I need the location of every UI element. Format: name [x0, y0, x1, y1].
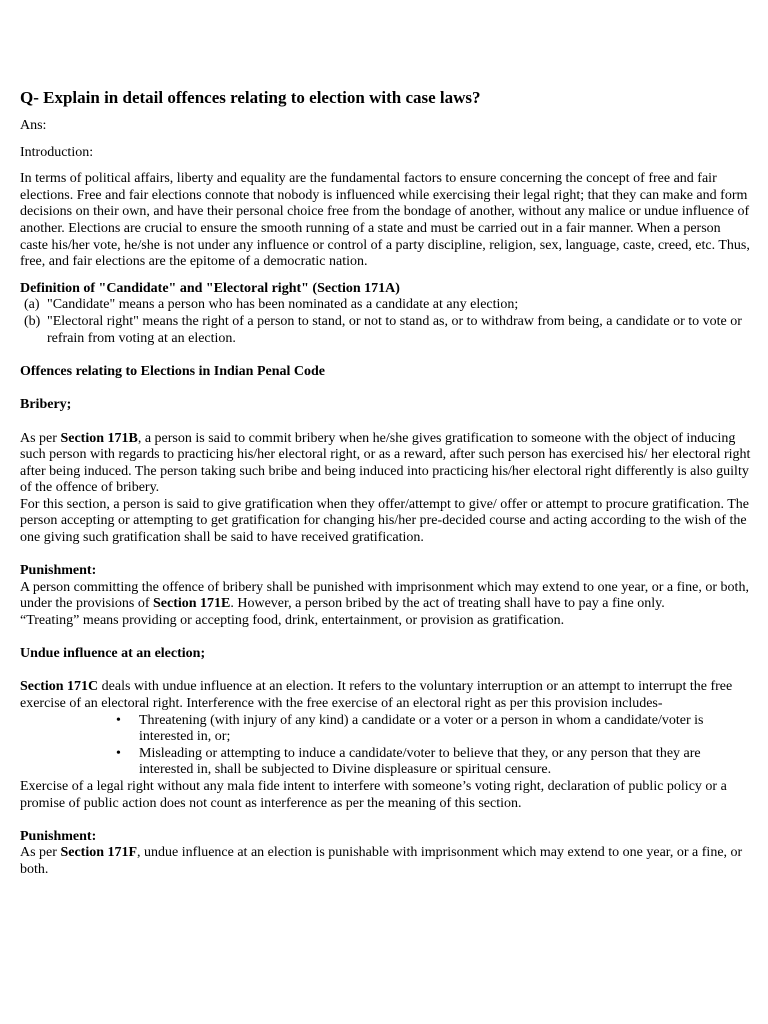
interference-list — [20, 713, 752, 779]
list-marker: (b) — [24, 313, 41, 329]
text-run: As per — [20, 845, 61, 861]
introduction-label: Introduction: — [20, 144, 94, 160]
undue-influence-paragraph-2: Exercise of a legal right without any mala fide intent to interfere with someone’s voting right, declaration of public policy or a promise of public action does not count as interference as per the meaning of this section. — [20, 778, 727, 811]
bribery-punishment-heading: Punishment: — [20, 563, 97, 579]
bribery-punishment-paragraph — [20, 580, 752, 613]
definition-heading: Definition of "Candidate" and "Electoral right" (Section 171A) — [20, 280, 400, 296]
text-run: , a person is said to commit bribery when he/she gives gratification to someone with the object of inducing such person with regards to practicing his/her electoral right, or as a reward, after such person has exercised his/ her electoral right after being induced. The person taking such bribe and being induced into practicing his/her electoral right differently is also guilty of the offence of bribery. — [20, 430, 751, 496]
section-ref: Section 171F — [60, 845, 138, 861]
bullet-icon: • — [116, 745, 121, 761]
question-title: Q- Explain in detail offences relating to election with case laws? — [20, 88, 481, 107]
introduction-paragraph: In terms of political affairs, liberty and equality are the fundamental factors to ensure concerning the concept of free and fair elections. Free and fair elections connote that nobody is influenced while exercising their legal right; that they can make and form decisions on their own, and have their personal choice free from the bondage of another, without any malice or undue influence of another. Elections are crucial to ensure the smooth running of a state and must be carried out in a fair manner. When a person caste his/her vote, he/she is not under any influence or control of a party discipline, religion, sex, language, caste, creed, etc. Thus, free, and fair elections are the epitome of a democratic nation. — [20, 171, 750, 270]
list-item — [20, 746, 752, 779]
undue-influence-paragraph-1 — [20, 679, 752, 712]
text-run: . However, a person bribed by the act of treating shall have to pay a fine only. — [230, 596, 665, 612]
section-ref: Section 171E — [152, 596, 231, 612]
treating-definition: “Treating” means providing or accepting food, drink, entertainment, or provision as gratification. — [20, 613, 565, 629]
text-run: As per — [20, 430, 61, 446]
text-run: deals with undue influence at an election. It refers to the voluntary interruption or an attempt to interrupt the free exercise of an electoral right. Interference with the free exercise of an electoral right as per this provision includes- — [20, 679, 733, 711]
definition-list — [20, 297, 752, 347]
bribery-paragraph-1 — [20, 431, 752, 497]
list-item — [20, 314, 752, 347]
undue-punishment-heading: Punishment: — [20, 828, 97, 844]
text-run: A person committing the offence of bribery shall be punished with imprisonment which may extend to one year, or a fine, or both, under the provisions of — [20, 579, 749, 612]
offences-heading: Offences relating to Elections in Indian Penal Code — [20, 364, 326, 380]
text-run: , undue influence at an election is punishable with imprisonment which may extend to one year, or a fine, or both. — [20, 845, 743, 877]
list-item — [20, 297, 752, 314]
answer-label: Ans: — [20, 118, 47, 133]
bullet-icon: • — [116, 712, 121, 728]
list-item-text: "Candidate" means a person who has been nominated as a candidate at any election; — [47, 297, 519, 313]
list-item-text: Threatening (with injury of any kind) a candidate or a voter or a person in whom a candidate/voter is interested in, or; — [139, 712, 704, 745]
list-item — [20, 713, 752, 746]
list-item-text: "Electoral right" means the right of a person to stand, or not to stand as, or to withdraw from being, a candidate or to vote or refrain from voting at an election. — [47, 313, 742, 346]
list-item-text: Misleading or attempting to induce a candidate/voter to believe that they, or any person that they are interested in, shall be subjected to Divine displeasure or spiritual censure. — [139, 745, 701, 778]
bribery-paragraph-2: For this section, a person is said to give gratification when they offer/attempt to give/ offer or attempt to procure gratification. The person accepting or attempting to get gratification for changing his/her pre-decided course and acting according to the wish of the one giving such gratification shall be said to have received gratification. — [20, 496, 749, 546]
section-ref: Section 171B — [60, 430, 138, 446]
list-marker: (a) — [24, 297, 40, 313]
section-ref: Section 171C — [20, 679, 99, 695]
bribery-heading: Bribery; — [20, 397, 72, 413]
undue-influence-heading: Undue influence at an election; — [20, 646, 206, 662]
undue-punishment-paragraph — [20, 845, 752, 878]
